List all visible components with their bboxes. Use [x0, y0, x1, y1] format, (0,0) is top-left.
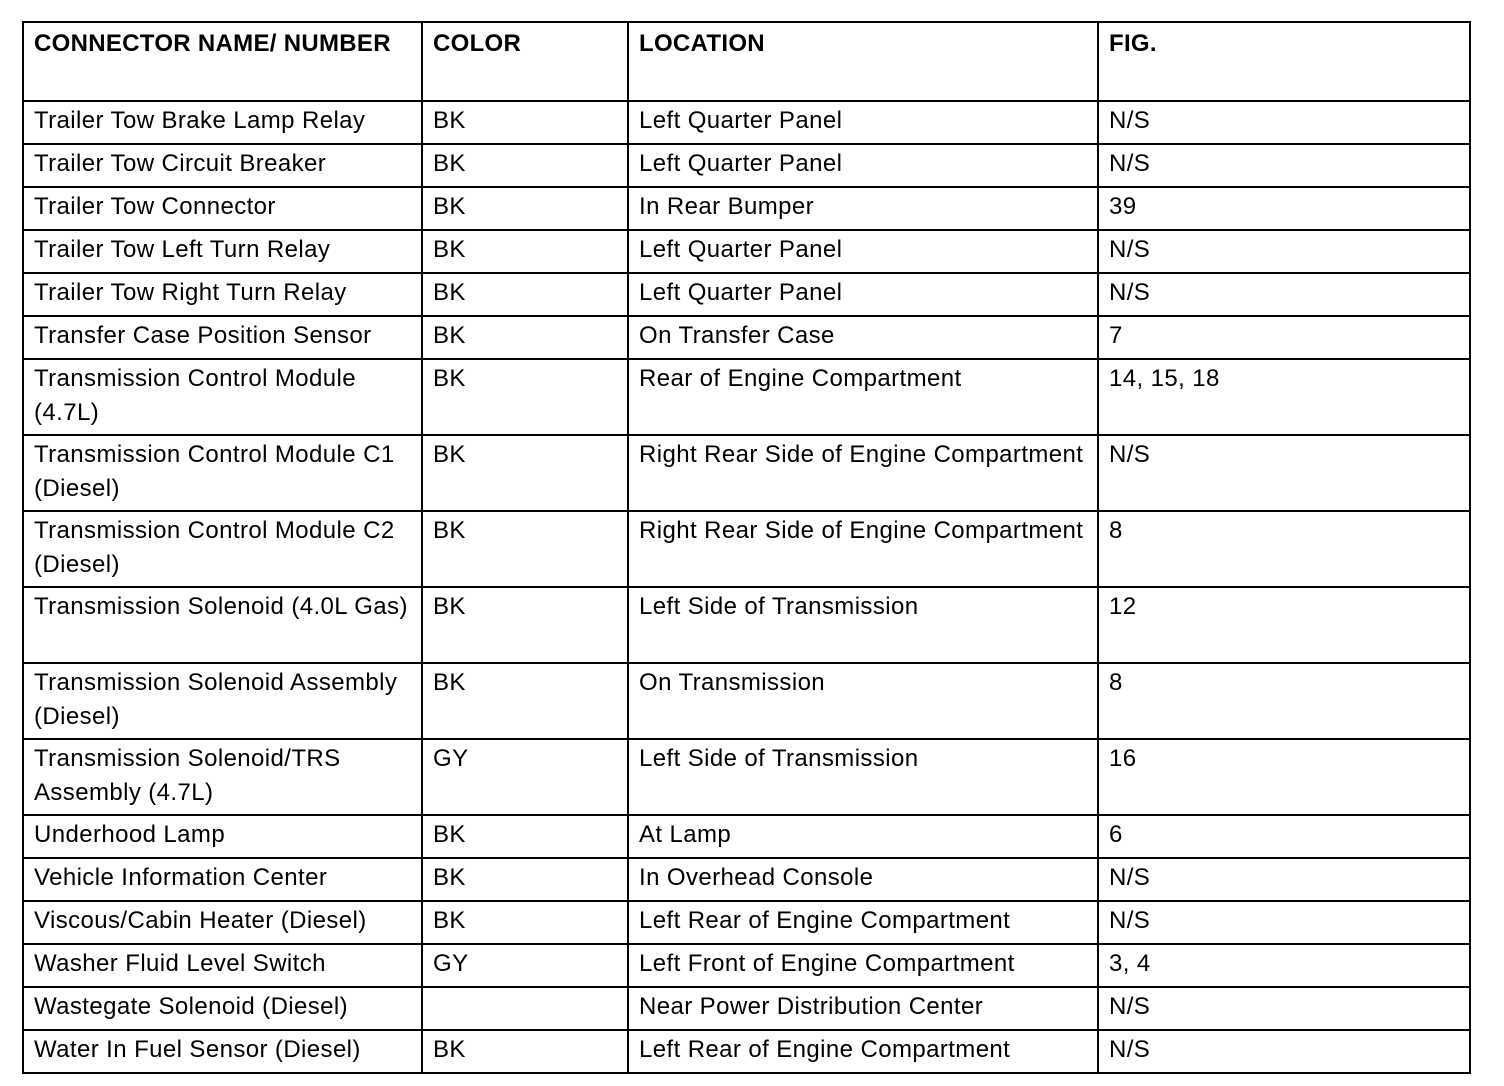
header-row — [23, 22, 1470, 101]
cell-color: BK — [422, 858, 628, 901]
table-row — [23, 316, 1470, 359]
cell-fig: 7 — [1098, 316, 1470, 359]
table-row — [23, 587, 1470, 663]
cell-connector-name: Transmission Solenoid Assembly (Diesel) — [23, 663, 422, 739]
cell-connector-name: Trailer Tow Brake Lamp Relay — [23, 101, 422, 144]
table-row — [23, 435, 1470, 511]
cell-connector-name: Transfer Case Position Sensor — [23, 316, 422, 359]
cell-location: Left Quarter Panel — [628, 273, 1098, 316]
header-color: COLOR — [422, 22, 628, 101]
table-row — [23, 944, 1470, 987]
cell-connector-name: Wastegate Solenoid (Diesel) — [23, 987, 422, 1030]
cell-fig: N/S — [1098, 230, 1470, 273]
cell-color: BK — [422, 101, 628, 144]
cell-connector-name: Water In Fuel Sensor (Diesel) — [23, 1030, 422, 1073]
cell-location: Left Rear of Engine Compartment — [628, 1030, 1098, 1073]
cell-color: BK — [422, 187, 628, 230]
cell-location: Right Rear Side of Engine Compartment — [628, 511, 1098, 587]
cell-connector-name: Trailer Tow Right Turn Relay — [23, 273, 422, 316]
cell-location: Rear of Engine Compartment — [628, 359, 1098, 435]
cell-connector-name: Vehicle Information Center — [23, 858, 422, 901]
cell-fig: N/S — [1098, 901, 1470, 944]
table-row — [23, 663, 1470, 739]
cell-color: BK — [422, 587, 628, 663]
cell-fig: N/S — [1098, 987, 1470, 1030]
cell-fig: 3, 4 — [1098, 944, 1470, 987]
table-row — [23, 815, 1470, 858]
cell-location: Left Rear of Engine Compartment — [628, 901, 1098, 944]
table-body — [23, 101, 1470, 1073]
cell-fig: 39 — [1098, 187, 1470, 230]
table-row — [23, 359, 1470, 435]
table-row — [23, 101, 1470, 144]
header-connector-name: CONNECTOR NAME/ NUMBER — [23, 22, 422, 101]
cell-connector-name: Transmission Control Module C2 (Diesel) — [23, 511, 422, 587]
table-row — [23, 858, 1470, 901]
cell-fig: N/S — [1098, 101, 1470, 144]
header-fig: FIG. — [1098, 22, 1470, 101]
cell-connector-name: Trailer Tow Circuit Breaker — [23, 144, 422, 187]
cell-color — [422, 987, 628, 1030]
cell-color: BK — [422, 230, 628, 273]
cell-location: Left Quarter Panel — [628, 101, 1098, 144]
cell-location: Right Rear Side of Engine Compartment — [628, 435, 1098, 511]
cell-color: BK — [422, 435, 628, 511]
table-row — [23, 187, 1470, 230]
table-row — [23, 901, 1470, 944]
table-row — [23, 1030, 1470, 1073]
cell-connector-name: Transmission Solenoid/TRS Assembly (4.7L) — [23, 739, 422, 815]
cell-connector-name: Trailer Tow Left Turn Relay — [23, 230, 422, 273]
cell-connector-name: Transmission Control Module (4.7L) — [23, 359, 422, 435]
table-row — [23, 511, 1470, 587]
cell-fig: 8 — [1098, 511, 1470, 587]
cell-color: GY — [422, 739, 628, 815]
table-row — [23, 739, 1470, 815]
table-header — [23, 22, 1470, 101]
header-location: LOCATION — [628, 22, 1098, 101]
cell-color: BK — [422, 273, 628, 316]
cell-location: Left Side of Transmission — [628, 587, 1098, 663]
cell-location: Left Front of Engine Compartment — [628, 944, 1098, 987]
cell-color: BK — [422, 663, 628, 739]
cell-location: At Lamp — [628, 815, 1098, 858]
cell-location: On Transfer Case — [628, 316, 1098, 359]
cell-fig: N/S — [1098, 144, 1470, 187]
cell-location: Left Side of Transmission — [628, 739, 1098, 815]
cell-fig: 6 — [1098, 815, 1470, 858]
cell-color: BK — [422, 316, 628, 359]
cell-color: BK — [422, 511, 628, 587]
cell-fig: 16 — [1098, 739, 1470, 815]
cell-fig: 8 — [1098, 663, 1470, 739]
cell-connector-name: Trailer Tow Connector — [23, 187, 422, 230]
cell-connector-name: Viscous/Cabin Heater (Diesel) — [23, 901, 422, 944]
cell-location: In Overhead Console — [628, 858, 1098, 901]
connector-table — [22, 21, 1471, 1074]
cell-connector-name: Transmission Control Module C1 (Diesel) — [23, 435, 422, 511]
cell-color: BK — [422, 1030, 628, 1073]
cell-connector-name: Transmission Solenoid (4.0L Gas) — [23, 587, 422, 663]
table-row — [23, 230, 1470, 273]
table-row — [23, 987, 1470, 1030]
cell-color: BK — [422, 359, 628, 435]
cell-connector-name: Washer Fluid Level Switch — [23, 944, 422, 987]
cell-color: GY — [422, 944, 628, 987]
cell-fig: N/S — [1098, 1030, 1470, 1073]
cell-fig: 14, 15, 18 — [1098, 359, 1470, 435]
cell-fig: N/S — [1098, 435, 1470, 511]
cell-fig: N/S — [1098, 858, 1470, 901]
cell-color: BK — [422, 901, 628, 944]
cell-fig: N/S — [1098, 273, 1470, 316]
cell-location: Left Quarter Panel — [628, 230, 1098, 273]
cell-location: Left Quarter Panel — [628, 144, 1098, 187]
table-row — [23, 144, 1470, 187]
cell-color: BK — [422, 815, 628, 858]
cell-color: BK — [422, 144, 628, 187]
cell-fig: 12 — [1098, 587, 1470, 663]
cell-location: On Transmission — [628, 663, 1098, 739]
cell-location: In Rear Bumper — [628, 187, 1098, 230]
table-row — [23, 273, 1470, 316]
cell-connector-name: Underhood Lamp — [23, 815, 422, 858]
cell-location: Near Power Distribution Center — [628, 987, 1098, 1030]
